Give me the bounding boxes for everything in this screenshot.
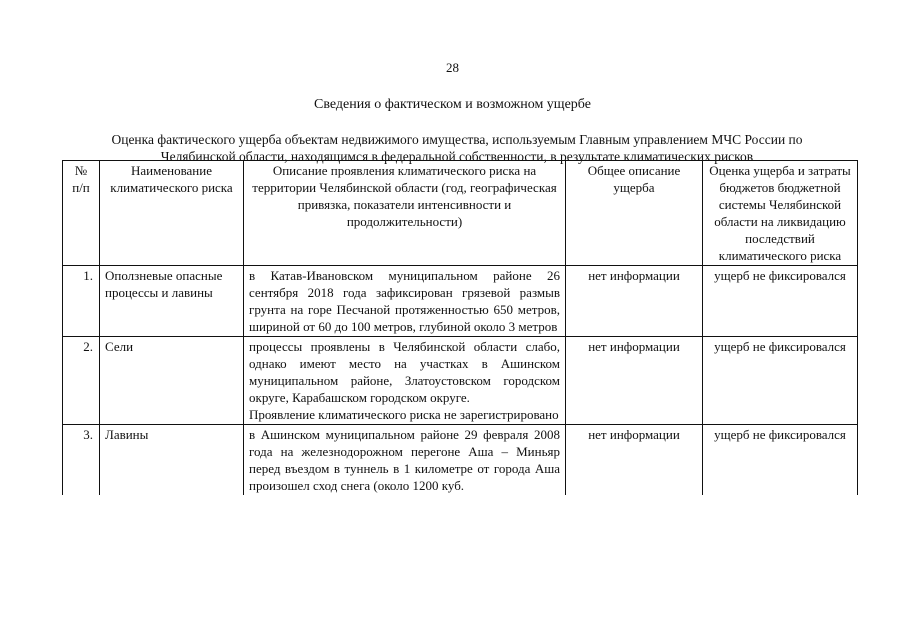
damage-description: нет информации <box>566 425 703 496</box>
table-caption-line: Оценка фактического ущерба объектам недвижимого имущества, используемым Главным управлением МЧС России по <box>111 132 803 147</box>
damage-estimate: ущерб не фиксировался <box>703 266 858 337</box>
risk-description <box>244 266 566 337</box>
table-row <box>63 425 858 496</box>
table-header-row <box>63 161 858 266</box>
damage-estimate: ущерб не фиксировался <box>703 337 858 425</box>
risk-name: Сели <box>100 337 244 425</box>
header-risk-description: Описание проявления климатического риска на территории Челябинской области (год, географическая привязка, показатели интенсивности и продолжительности) <box>244 161 566 266</box>
risk-description-paragraph: в Ашинском муниципальном районе 29 февраля 2008 года на железнодорожном перегоне Аша – Миньяр перед въездом в туннель в 1 километре от города Аша произошел сход снега (около 1200 куб. <box>249 427 560 493</box>
table-caption-line: Челябинской области, находящимся в федеральной собственности, в результате климатических рисков <box>160 149 754 164</box>
document-title: Сведения о фактическом и возможном ущербе <box>314 97 591 112</box>
risk-description <box>244 337 566 425</box>
table-row <box>63 337 858 425</box>
header-number: № п/п <box>63 161 100 266</box>
risk-description <box>244 425 566 496</box>
risk-name: Оползневые опасные процессы и лавины <box>100 266 244 337</box>
risk-description-paragraph: Проявление климатического риска не зарегистрировано <box>249 407 559 422</box>
table-row <box>63 266 858 337</box>
header-damage-description: Общее описание ущерба <box>566 161 703 266</box>
damage-assessment-table <box>62 160 858 495</box>
row-number: 3. <box>63 425 100 496</box>
page-number: 28 <box>446 60 459 75</box>
damage-estimate: ущерб не фиксировался <box>703 425 858 496</box>
row-number: 2. <box>63 337 100 425</box>
header-risk-name: Наименование климатического риска <box>100 161 244 266</box>
risk-name: Лавины <box>100 425 244 496</box>
damage-description: нет информации <box>566 266 703 337</box>
risk-description-paragraph: в Катав-Ивановском муниципальном районе 26 сентября 2018 года зафиксирован грязевой размыв грунта на горе Песчаной протяженностью 650 метров, шириной от 60 до 100 метров, глубиной около 3 метров <box>249 268 560 334</box>
risk-description-paragraph: процессы проявлены в Челябинской области слабо, однако имеют место на участках в Ашинском муниципальном районе, Златоустовском городском округе, Карабашском городском округе. <box>249 339 560 405</box>
row-number: 1. <box>63 266 100 337</box>
header-damage-estimate: Оценка ущерба и затраты бюджетов бюджетной системы Челябинской области на ликвидацию последствий климатического риска <box>703 161 858 266</box>
damage-description: нет информации <box>566 337 703 425</box>
